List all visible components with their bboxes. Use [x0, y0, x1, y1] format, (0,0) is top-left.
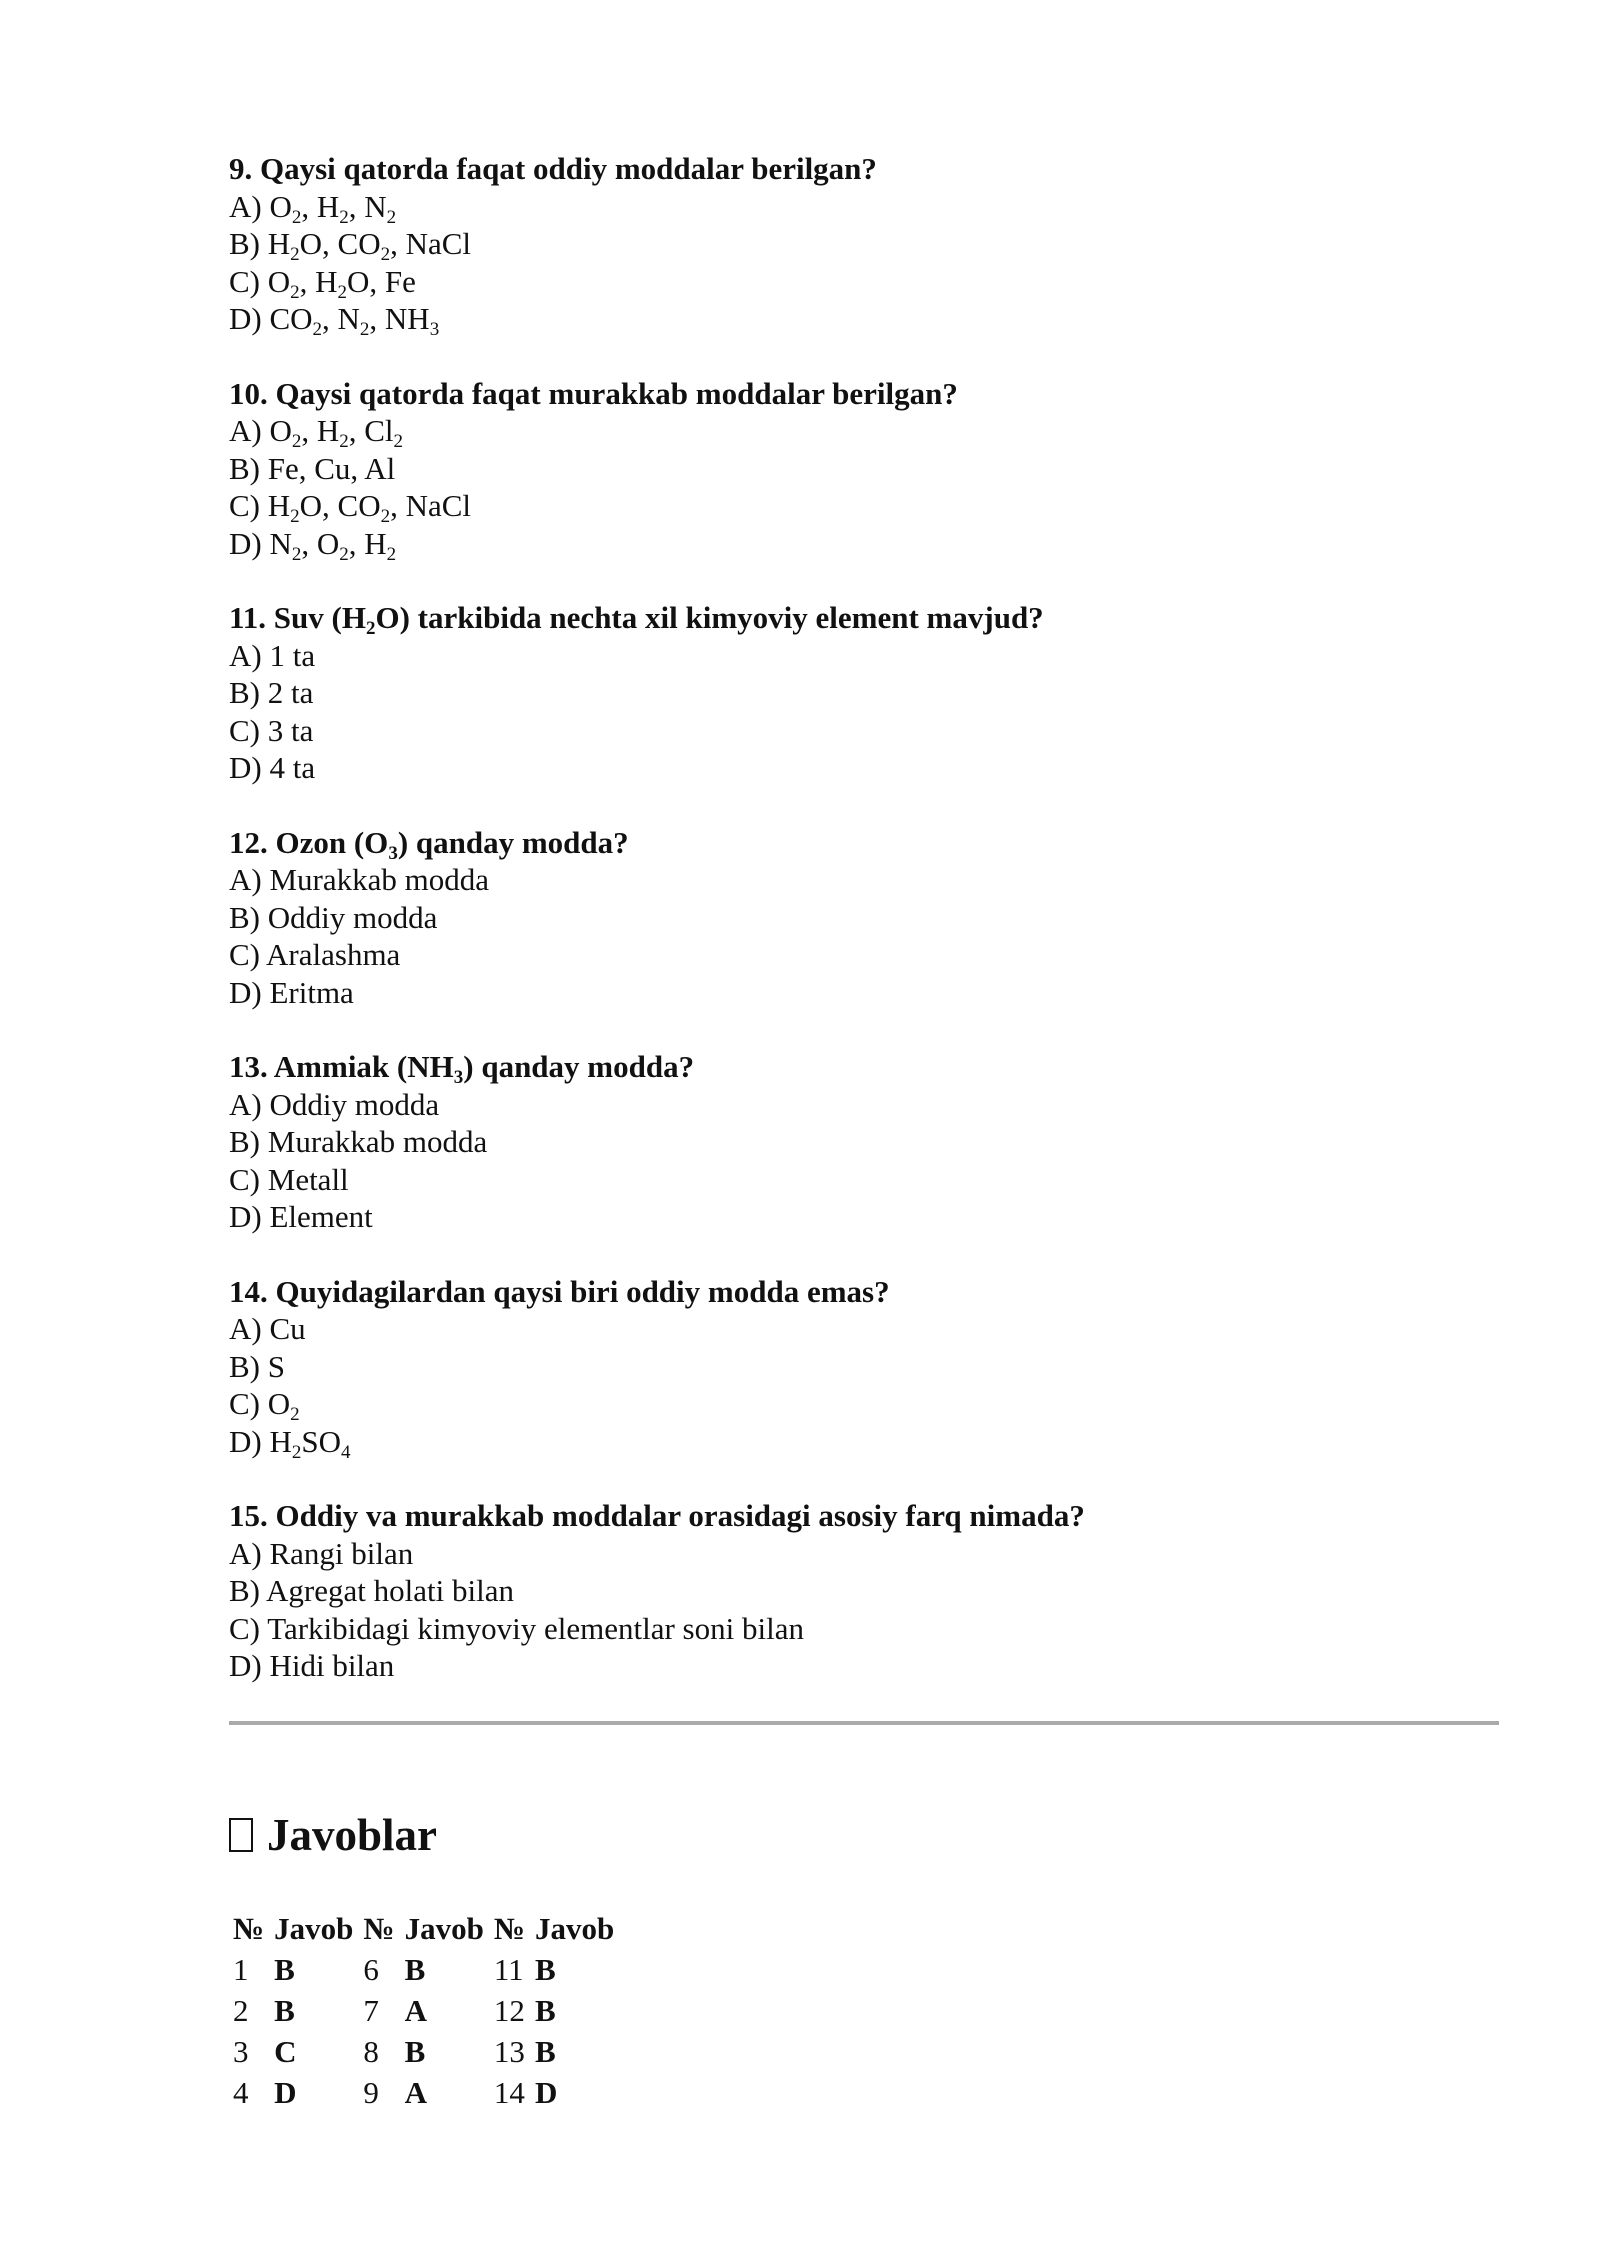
answer-letter: A: [404, 1993, 427, 2028]
answer-option: A) Cu: [229, 1311, 306, 1346]
header-number: №: [363, 1911, 395, 1946]
answer-letter: B: [534, 1993, 556, 2028]
header-answer: Javob: [404, 1911, 484, 1946]
subscript: 2: [339, 206, 349, 228]
answer-option: A) 1 ta: [229, 637, 316, 673]
answer-option: D) Eritma: [229, 974, 354, 1010]
subscript: 2: [291, 206, 302, 228]
answer-letter: B: [534, 2034, 556, 2069]
answer-option: C) Metall: [229, 1161, 349, 1197]
answer-option: C) $O_2$, $H_2O$, Fe: [229, 263, 416, 303]
subscript: 2: [380, 506, 391, 527]
question-number: 4: [233, 2075, 249, 2110]
answer-letter: A: [404, 2075, 427, 2110]
answer-option: A) $O_2$, $H_2$, $N_2$: [229, 188, 397, 228]
question-number: 13: [493, 2034, 525, 2069]
question-title: 15. Oddiy va murakkab moddalar orasidagi asosiy farq nimada?: [229, 1498, 1085, 1533]
subscript: 2: [386, 543, 397, 565]
table-row: [229, 1990, 620, 2031]
subscript: 2: [291, 543, 302, 565]
answer-option: C) $O_2$: [229, 1386, 300, 1425]
answer-option: A) Oddiy modda: [229, 1086, 440, 1122]
header-number: №: [493, 1911, 525, 1946]
question-number: 6: [363, 1952, 379, 1987]
question-number: 11: [493, 1952, 524, 1987]
subscript: 2: [290, 506, 300, 527]
answer-letter: D: [534, 2075, 558, 2110]
answers-table-header-row: [229, 1908, 620, 1949]
subscript: 3: [429, 319, 440, 340]
subscript: 2: [290, 244, 300, 265]
subscript: 2: [359, 319, 370, 340]
question-title: 9. Qaysi qatorda faqat oddiy moddalar berilgan?: [229, 151, 877, 186]
subscript: 2: [339, 431, 349, 452]
answer-letter: B: [534, 1952, 556, 1987]
subscript: 2: [291, 1441, 302, 1463]
answer-option: D) $H_2SO_4$: [229, 1423, 351, 1463]
header-number: №: [233, 1911, 265, 1946]
subscript: 2: [290, 281, 300, 303]
answer-option: D) Hidi bilan: [229, 1648, 395, 1683]
question-title: 12. Ozon $(O_3)$ qanday modda?: [229, 824, 629, 864]
subscript: 2: [312, 319, 323, 340]
answer-option: C) Tarkibidagi kimyoviy elementlar soni bilan: [229, 1610, 804, 1646]
subscript: 2: [380, 244, 391, 265]
table-row: [229, 2031, 620, 2072]
question-number: 2: [233, 1993, 249, 2028]
answer-letter: B: [404, 1952, 426, 1987]
answer-option: B) Fe, Cu, Al: [229, 450, 396, 486]
answers-table: [229, 1908, 620, 2113]
question-title: 13. Ammiak $(NH_3)$ qanday modda?: [229, 1049, 695, 1088]
answer-option: C) 3 ta: [229, 712, 314, 748]
answer-option: A) Rangi bilan: [229, 1535, 414, 1571]
subscript: 2: [393, 431, 404, 452]
answer-option: D) Element: [229, 1199, 373, 1234]
answer-option: B) 2 ta: [229, 675, 314, 710]
answer-option: D) $N_2$, $O_2$, $H_2$: [229, 525, 397, 565]
answer-letter: C: [274, 2034, 297, 2069]
answer-option: D) $CO_2$, $N_2$, $NH_3$: [229, 301, 440, 340]
header-answer: Javob: [534, 1911, 615, 1946]
question-title: 14. Quyidagilardan qaysi biri oddiy modda emas?: [229, 1273, 890, 1309]
question-block: [229, 150, 1499, 338]
answer-option: B) S: [229, 1348, 285, 1384]
question-block: [229, 375, 1499, 563]
subscript: 2: [290, 1404, 300, 1425]
answer-option: B) Murakkab modda: [229, 1124, 488, 1159]
question-number: 7: [363, 1993, 379, 2028]
question-number: 12: [493, 1993, 525, 2028]
question-number: 8: [363, 2034, 379, 2069]
question-number: 9: [363, 2075, 379, 2110]
answer-letter: B: [274, 1952, 295, 1987]
subscript: 2: [291, 431, 302, 452]
answer-option: A) Murakkab modda: [229, 862, 489, 897]
answer-letter: B: [404, 2034, 426, 2069]
answer-option: D) 4 ta: [229, 750, 316, 785]
subscript: 2: [339, 543, 349, 565]
questions-section: [229, 150, 1499, 1722]
answer-option: C) Aralashma: [229, 937, 401, 972]
horizontal-divider: [229, 1721, 1499, 1725]
table-row: [229, 2072, 620, 2113]
question-title: 10. Qaysi qatorda faqat murakkab moddalar berilgan?: [229, 375, 958, 411]
question-block: [229, 1273, 1499, 1461]
question-number: 3: [233, 2034, 249, 2069]
subscript: 3: [453, 1067, 464, 1088]
answer-option: B) Oddiy modda: [229, 899, 438, 935]
answer-option: B) Agregat holati bilan: [229, 1573, 514, 1608]
subscript: 2: [386, 206, 397, 228]
subscript: 4: [341, 1441, 351, 1463]
question-number: 14: [493, 2075, 525, 2110]
answer-letter: D: [274, 2075, 297, 2110]
question-block: [229, 824, 1499, 1012]
answers-heading-text: Javoblar: [267, 1810, 438, 1860]
question-title: 11. Suv $(H_2O)$ tarkibida nechta xil kimyoviy element mavjud?: [229, 600, 1044, 639]
subscript: 2: [365, 618, 376, 639]
answer-option: C) $H_2O$, $CO_2$, NaCl: [229, 488, 472, 527]
missing-glyph-box-icon: [229, 1818, 253, 1852]
answers-heading: [229, 1808, 437, 1862]
question-block: [229, 1497, 1499, 1685]
answer-option: B) $H_2O$, $CO_2$, NaCl: [229, 226, 472, 265]
question-number: 1: [233, 1952, 249, 1987]
header-answer: Javob: [274, 1911, 354, 1946]
subscript: 3: [388, 842, 398, 864]
question-block: [229, 599, 1499, 787]
answer-option: A) $O_2$, $H_2$, $Cl_2$: [229, 413, 404, 452]
table-row: [229, 1949, 620, 1990]
answer-letter: B: [274, 1993, 295, 2028]
question-block: [229, 1048, 1499, 1236]
subscript: 2: [337, 281, 348, 303]
